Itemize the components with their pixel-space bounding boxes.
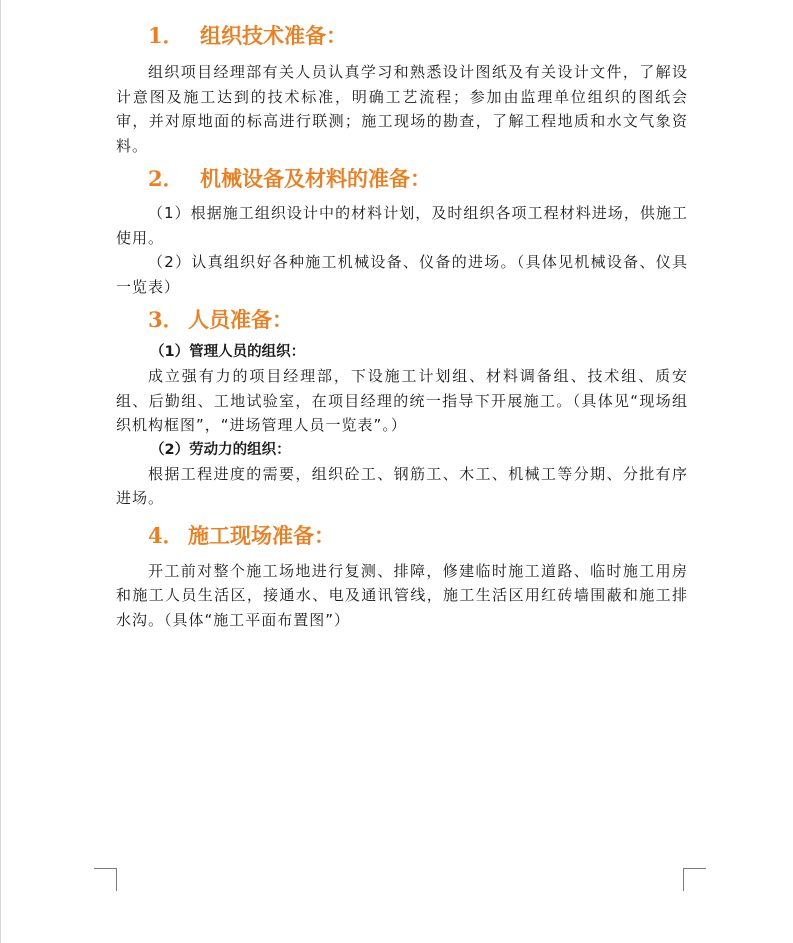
section-3-title: 人员准备： (188, 307, 293, 332)
bottom-left-margin-mark (94, 868, 117, 891)
subsection-3-2-text: 根据工程进度的需要，组织砼工、钢筋工、木工、机械工等分期、分批有序进场。 (116, 464, 688, 507)
section-2-number: 2． (148, 166, 184, 191)
section-2-heading (116, 164, 688, 194)
section-2-title: 机械设备及材料的准备： (200, 166, 431, 191)
page-left-edge (0, 0, 1, 943)
subsection-3-2-label: （2）劳动力的组织： (150, 441, 291, 458)
section-4-heading (116, 521, 688, 551)
section-3-heading (116, 305, 688, 335)
section-1-paragraph: 组织项目经理部有关人员认真学习和熟悉设计图纸及有关设计文件，了解设计意图及施工达到的技术标准，明确工艺流程；参加由监理单位组织的图纸会审，并对原地面的标高进行联测；施工现场的勘查，了解工程地质和水文气象资料。 (116, 63, 688, 155)
document-body (116, 18, 688, 632)
section-2-paragraph-1: （1）根据施工组织设计中的材料计划，及时组织各项工程材料进场，供施工使用。 (116, 204, 688, 247)
subsection-3-1-label: （1）管理人员的组织： (150, 344, 306, 360)
section-4-title: 施工现场准备： (188, 522, 335, 548)
section-3-number: 3． (148, 307, 184, 332)
section-4-paragraph: 开工前对整个施工场地进行复测、排障，修建临时施工道路、临时施工用房和施工人员生活区，接通水、电及通讯管线，施工生活区用红砖墙围蔽和施工排水沟。（具体“施工平面布置图”） (116, 561, 688, 629)
subsection-3-1-text: 成立强有力的项目经理部，下设施工计划组、材料调备组、技术组、质安组、后勤组、工地试验室，在项目经理的统一指导下开展施工。（具体见“现场组织机构框图”，“进场管理人员一览表”。） (116, 367, 688, 434)
section-4-number: 4． (148, 522, 184, 548)
section-1-number: 1． (148, 23, 184, 48)
section-1-title: 组织技术准备： (200, 23, 347, 48)
bottom-right-margin-mark (683, 868, 706, 891)
section-1-heading (116, 21, 688, 51)
section-2-paragraph-2: （2）认真组织好各种施工机械设备、仪备的进场。（具体见机械设备、仪具一览表） (116, 253, 688, 296)
